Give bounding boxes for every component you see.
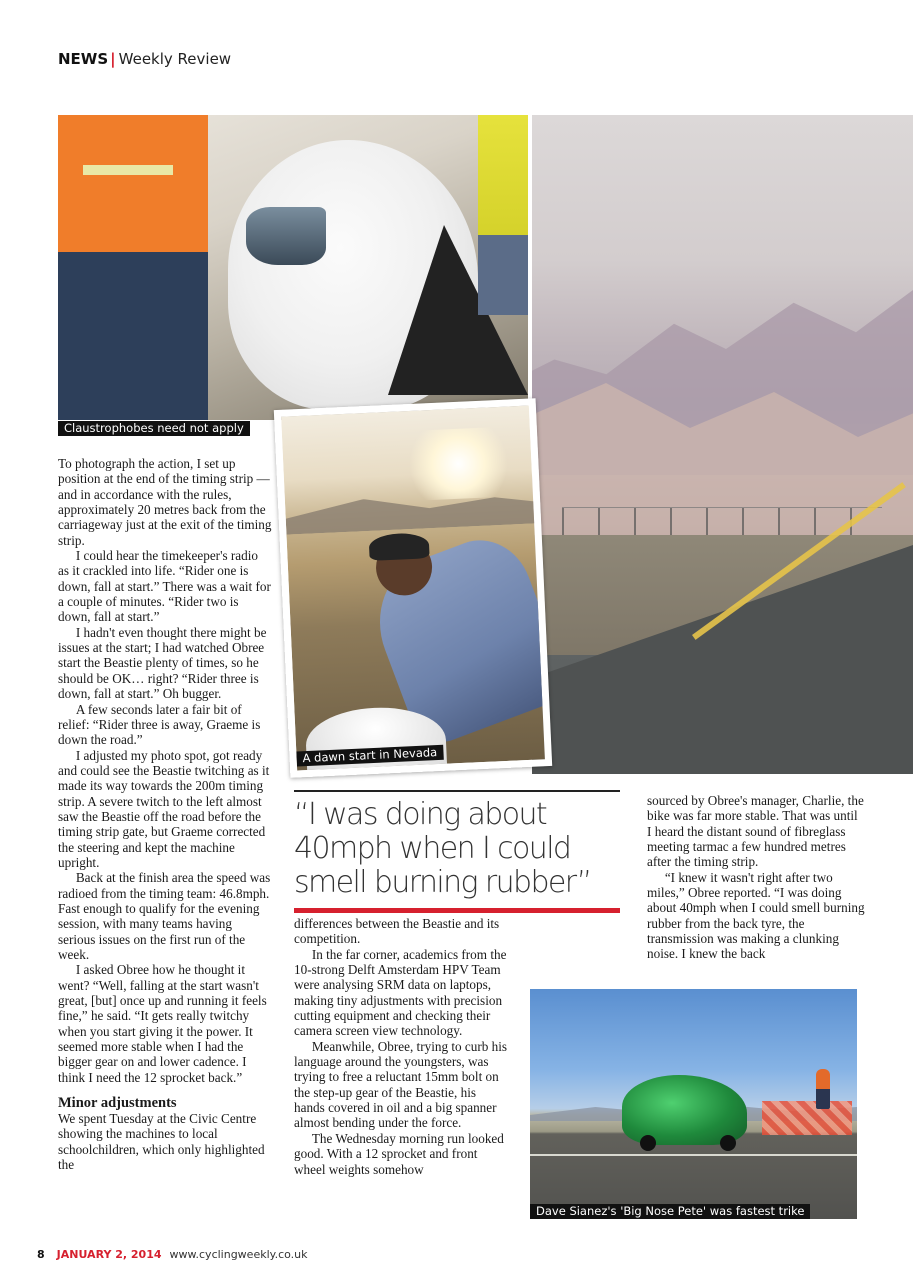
section-subtitle: Weekly Review	[118, 50, 232, 68]
paragraph: I asked Obree how he thought it went? “Well, falling at the start wasn't great, [but] once up and running it feels fine,” he said. “It gets really twitchy when you start giving it the power. It seemed more stable when I had the bigger gear on and lower cadence. I think I need the 12 sprocket back.”	[58, 962, 267, 1085]
trike-wheel-shape	[640, 1135, 656, 1151]
nevada-road-photo	[532, 115, 913, 774]
bike-nose-shape	[304, 705, 447, 778]
road-edge-line	[530, 1154, 857, 1156]
spectator-figure	[816, 1069, 830, 1109]
paragraph: To photograph the action, I set up position at the end of the timing strip — and in accordance with the rules, approximately 20 metres back from the carriageway just at the exit of the timing strip.	[58, 456, 272, 548]
article-column-2	[294, 916, 508, 1177]
trike-photo-caption: Dave Sianez's 'Big Nose Pete' was fastest trike	[530, 1204, 810, 1219]
pull-quote	[294, 790, 620, 913]
article-column-1	[58, 456, 272, 1172]
dawn-photo-caption: A dawn start in Nevada	[296, 745, 443, 767]
big-nose-pete-photo	[530, 989, 857, 1219]
paragraph: differences between the Beastie and its competition.	[294, 916, 500, 947]
issue-date: JANUARY 2, 2014	[56, 1248, 162, 1261]
paragraph: I could hear the timekeeper's radio as it crackled into life. “Rider one is down, fall at start.” There was a wait for a couple of minutes. “Rider two is down, fall at start.”	[58, 548, 271, 625]
trike-wheel-shape	[720, 1135, 736, 1151]
paragraph: Meanwhile, Obree, trying to curb his language around the youngsters, was trying to free a reluctant 15mm bolt on the step-up gear of the Beastie, his hands covered in oil and a big spanner almost bending under the force.	[294, 1038, 508, 1131]
paragraph: I hadn't even thought there might be issues at the start; I had watched Obree start the Beastie plenty of times, so he should be OK… right? “Rider three is down, fall at start.” Oh bugger.	[58, 624, 267, 702]
paragraph: Back at the finish area the speed was radioed from the timing team: 46.8mph. Fast enough to qualify for the evening session, with many teams having serious issues on the first run of the week.	[58, 870, 271, 962]
paragraph: We spent Tuesday at the Civic Centre showing the machines to local schoolchildren, which only highlighted the	[58, 1111, 265, 1173]
paragraph: In the far corner, academics from the 10-strong Delft Amsterdam HPV Team were analysing SRM data on laptops, making tiny adjustments with precision cutting equipment and checking their camera screen view technology.	[294, 946, 507, 1039]
safety-netting-shape	[762, 1101, 852, 1135]
subheading: Minor adjustments	[58, 1095, 177, 1112]
site-url: www.cyclingweekly.co.uk	[169, 1248, 308, 1261]
section-header	[58, 50, 231, 68]
section-separator: |	[110, 50, 116, 68]
pull-quote-text: “I was doing about 40mph when I could smell burning rubber”	[294, 797, 591, 900]
hi-vis-stripe	[83, 165, 173, 175]
paragraph: A few seconds later a fair bit of relief: “Rider three is away, Graeme is down the road.”	[58, 701, 261, 748]
helper-figure	[478, 115, 528, 315]
paragraph: The Wednesday morning run looked good. With a 12 sprocket and front wheel weights somehow	[294, 1130, 504, 1177]
page-number: 8	[37, 1248, 45, 1261]
sun-glow-shape	[402, 426, 515, 501]
dawn-start-photo	[274, 398, 552, 778]
page-footer	[37, 1248, 308, 1262]
team-photo-caption: Claustrophobes need not apply	[58, 421, 250, 436]
pull-quote-rule	[294, 908, 620, 913]
section-label: NEWS	[58, 50, 109, 68]
camera-visor-shape	[246, 207, 326, 265]
marshal-figure	[58, 115, 208, 420]
article-column-3	[647, 793, 865, 962]
team-bike-photo	[58, 115, 528, 420]
paragraph: “I knew it wasn't right after two miles,” Obree reported. “I was doing about 40mph when I could smell burning rubber from the back tyre, the transmission was making a clunking noise. I knew the back	[647, 869, 865, 962]
rider-cap-shape	[369, 532, 430, 561]
paragraph: I adjusted my photo spot, got ready and could see the Beastie twitching as it made its way towards the 200m timing strip. A severe twitch to the left almost saw the Beastie off the road before the timing strip gate, but Graeme corrected the steering and kept the machine upright.	[58, 747, 270, 870]
paragraph: sourced by Obree's manager, Charlie, the bike was far more stable. That was until I heard the distant sound of fibreglass meeting tarmac a few hundred metres after the timing strip.	[647, 793, 864, 870]
